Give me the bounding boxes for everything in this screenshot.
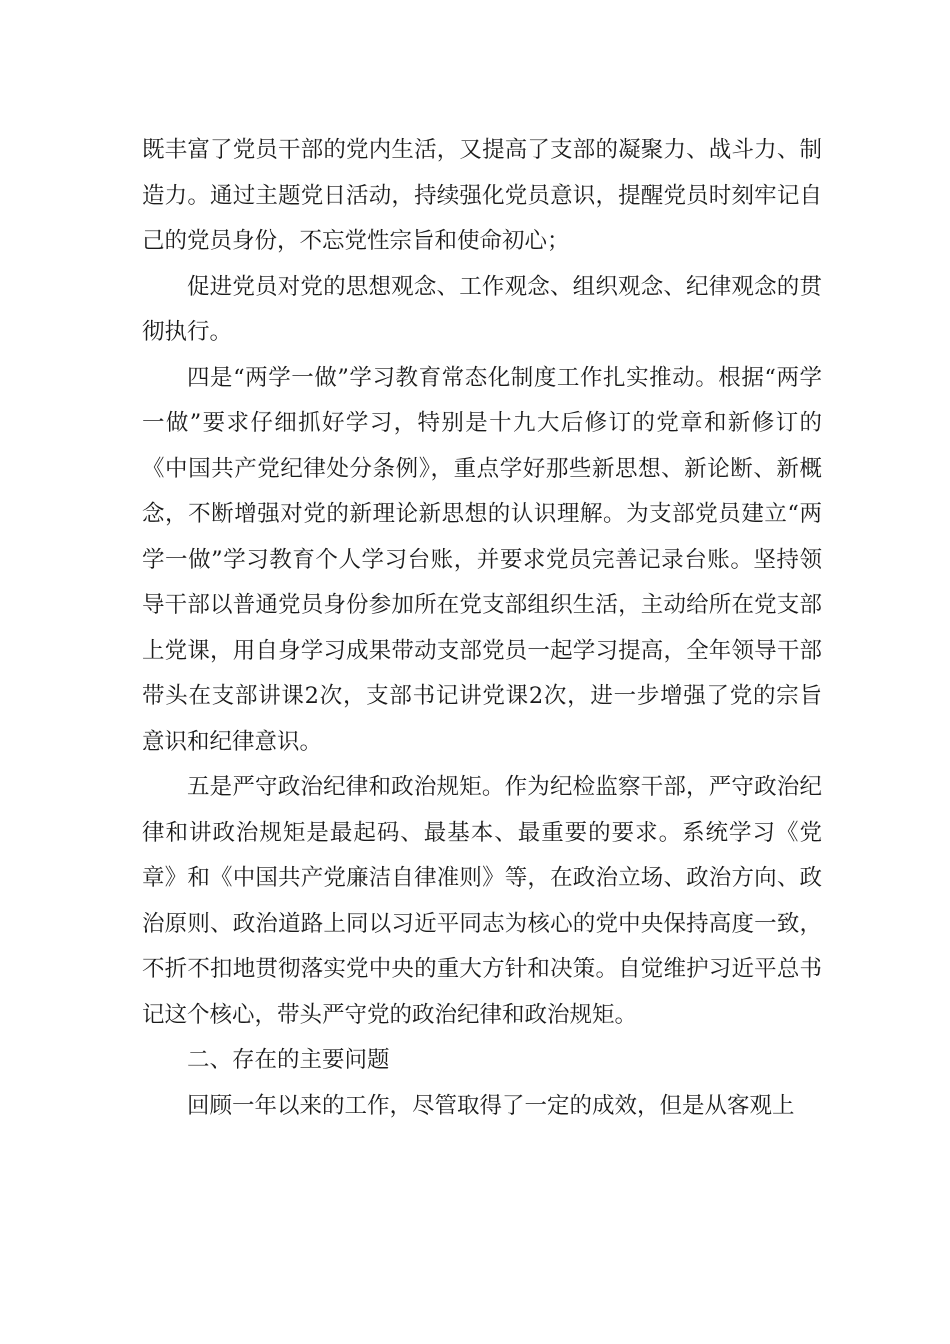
section-heading-main-problems: 二、存在的主要问题 — [187, 1047, 390, 1073]
paragraph-promote-concepts: 促进党员对党的思想观念、工作观念、组织观念、纪律观念的贯彻执行。 — [142, 273, 822, 345]
document-body — [142, 128, 822, 1129]
paragraph-continuation: 既丰富了党员干部的党内生活，又提高了支部的凝聚力、战斗力、制造力。通过主题党日活动，持续强化党员意识，提醒党员时刻牢记自己的党员身份，不忘党性宗旨和使命初心； — [142, 137, 822, 254]
paragraph-review: 回顾一年以来的工作，尽管取得了一定的成效，但是从客观上 — [187, 1092, 795, 1119]
paragraph-point-five: 五是严守政治纪律和政治规矩。作为纪检监察干部，严守政治纪律和讲政治规矩是最起码、最基本、最重要的要求。系统学习《党章》和《中国共产党廉洁自律准则》等，在政治立场、政治方向、政治原则、政治道路上同以习近平同志为核心的党中央保持高度一致，不折不扣地贯彻落实党中央的重大方针和决策。自觉维护习近平总书记这个核心，带头严守党的政治纪律和政治规矩。 — [142, 774, 822, 1028]
paragraph-point-four: 四是“两学一做”学习教育常态化制度工作扎实推动。根据“两学一做”要求仔细抓好学习，特别是十九大后修订的党章和新修订的《中国共产党纪律处分条例》，重点学好那些新思想、新论断、新概念，不断增强对党的新理论新思想的认识理解。为支部党员建立“两学一做”学习教育个人学习台账，并要求党员完善记录台账。坚持领导干部以普通党员身份参加所在党支部组织生活，主动给所在党支部上党课，用自身学习成果带动支部党员一起学习提高，全年领导干部带头在支部讲课2次，支部书记讲党课2次，进一步增强了党的宗旨意识和纪律意识。 — [142, 364, 822, 755]
